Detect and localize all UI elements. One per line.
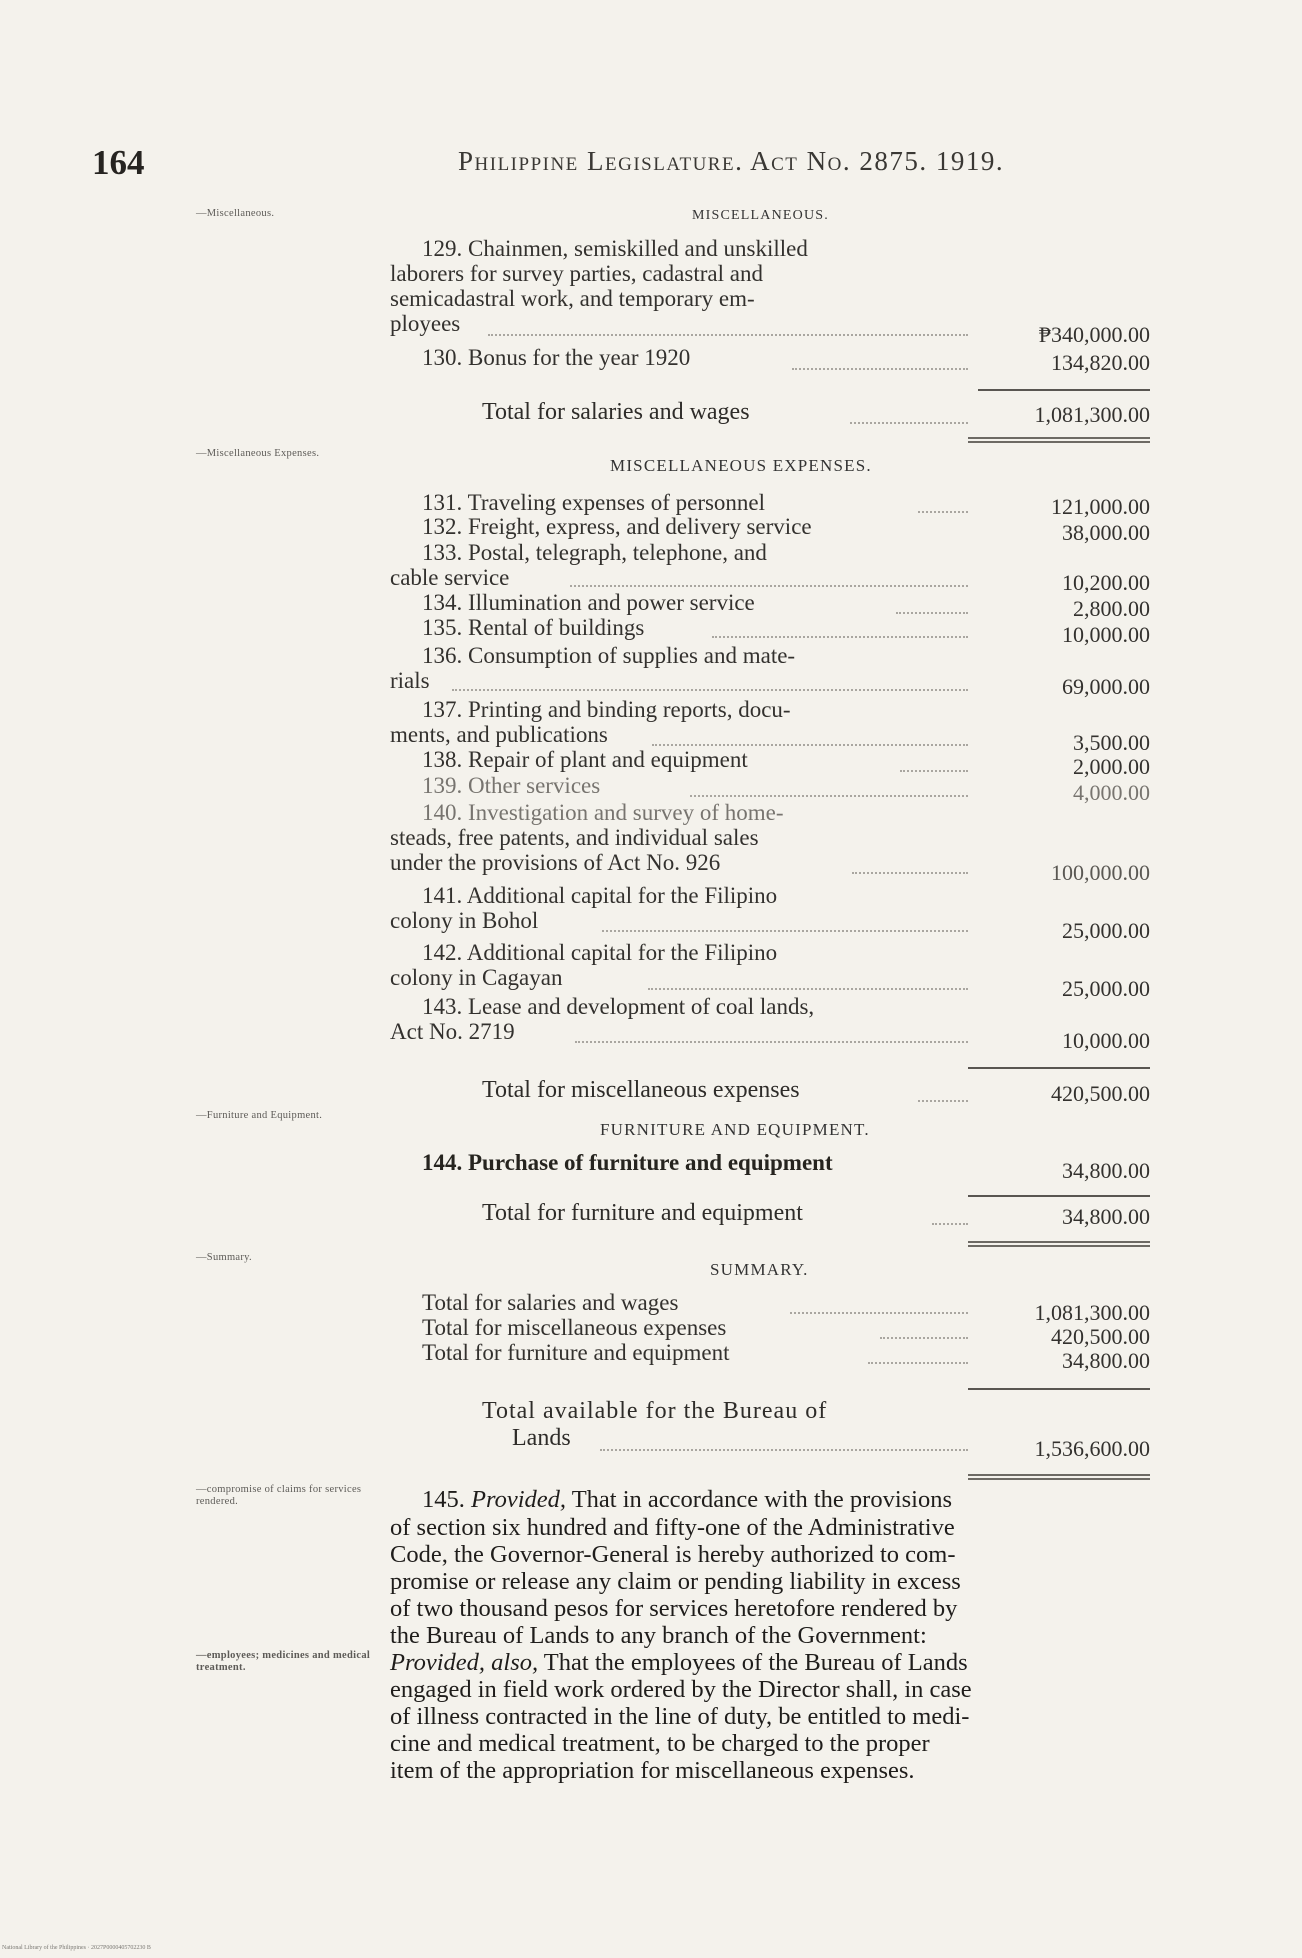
summary-misc-amount: 420,500.00 (1051, 1324, 1150, 1349)
item-143-line1: 143. Lease and development of coal lands, (422, 994, 815, 1019)
scan-footer-note: National Library of the Philippines · 2027P0000405702230 B (2, 1945, 151, 1951)
amount-138: 2,000.00 (1073, 754, 1150, 779)
provision-also-keyword: Provided, also, (390, 1649, 539, 1676)
provision-line-3: Code, the Governor-General is hereby authorized to com- (390, 1541, 956, 1568)
provision-text: That in accordance with the provisions (566, 1486, 953, 1513)
grand-total-line1: Total available for the Bureau of (482, 1398, 828, 1424)
summary-furniture-amount: 34,800.00 (1062, 1348, 1150, 1373)
margin-note-employees: —employees; medicines and medical treatment. (196, 1650, 371, 1673)
amount-134: 2,800.00 (1073, 596, 1150, 621)
total-salaries-amount: 1,081,300.00 (1034, 402, 1150, 427)
item-129-line4: ployees (390, 311, 461, 336)
item-135: 135. Rental of buildings (422, 615, 645, 640)
dot-leader (896, 612, 968, 614)
total-furniture-label: Total for furniture and equipment (482, 1200, 803, 1226)
item-136-line2: rials (390, 668, 430, 693)
dot-leader (852, 872, 968, 874)
dot-leader (690, 795, 968, 797)
provision-line-6: the Bureau of Lands to any branch of the Government: (390, 1622, 927, 1649)
item-129-line1: 129. Chainmen, semiskilled and unskilled (422, 236, 808, 261)
item-134: 134. Illumination and power service (422, 590, 755, 615)
amount-136: 69,000.00 (1062, 674, 1150, 699)
total-rule (968, 1195, 1150, 1197)
dot-leader (880, 1337, 968, 1339)
item-142-line2: colony in Cagayan (390, 965, 563, 990)
item-141-line2: colony in Bohol (390, 908, 539, 933)
dot-leader (850, 422, 968, 424)
provision-line-5: of two thousand pesos for services heretofore rendered by (390, 1595, 958, 1622)
running-head: Philippine Legislature. Act No. 2875. 1919. (458, 146, 1005, 176)
margin-note-compromise: —compromise of claims for services rendered. (196, 1484, 362, 1507)
item-130: 130. Bonus for the year 1920 (422, 345, 691, 370)
amount-142: 25,000.00 (1062, 976, 1150, 1001)
item-133-line2: cable service (390, 565, 510, 590)
double-rule (968, 1241, 1150, 1247)
item-140-line3: under the provisions of Act No. 926 (390, 850, 721, 875)
item-131: 131. Traveling expenses of personnel (422, 490, 766, 515)
amount-143: 10,000.00 (1062, 1028, 1150, 1053)
amount-140: 100,000.00 (1051, 860, 1150, 885)
margin-note-summary: —Summary. (196, 1252, 252, 1263)
dot-leader (488, 334, 968, 336)
dot-leader (452, 689, 968, 691)
amount-139: 4,000.00 (1073, 780, 1150, 805)
section-heading-miscellaneous: MISCELLANEOUS. (692, 208, 829, 223)
amount-129: ₱340,000.00 (1038, 322, 1150, 347)
amount-135: 10,000.00 (1062, 622, 1150, 647)
dot-leader (790, 1312, 968, 1314)
dot-leader (932, 1223, 968, 1225)
dot-leader (575, 1041, 968, 1043)
dot-leader (652, 744, 968, 746)
item-137-line2: ments, and publications (390, 722, 608, 747)
summary-salaries-amount: 1,081,300.00 (1034, 1300, 1150, 1325)
provision-line-9: of illness contracted in the line of duty, be entitled to medi- (390, 1703, 970, 1730)
amount-132: 38,000.00 (1062, 520, 1150, 545)
item-143-line2: Act No. 2719 (390, 1019, 515, 1044)
item-129-line2: laborers for survey parties, cadastral and (390, 261, 763, 286)
amount-133: 10,200.00 (1062, 570, 1150, 595)
dot-leader (918, 1100, 968, 1102)
item-141-line1: 141. Additional capital for the Filipino (422, 883, 778, 908)
amount-131: 121,000.00 (1051, 494, 1150, 519)
provision-line-10: cine and medical treatment, to be charged to the proper (390, 1730, 930, 1757)
double-rule (968, 1474, 1150, 1480)
amount-141: 25,000.00 (1062, 918, 1150, 943)
dot-leader (602, 930, 968, 932)
total-furniture-amount: 34,800.00 (1062, 1204, 1150, 1229)
item-133-line1: 133. Postal, telegraph, telephone, and (422, 540, 767, 565)
total-misc-expenses-label: Total for miscellaneous expenses (482, 1077, 800, 1103)
provision-line-1 (422, 1486, 952, 1513)
section-heading-misc-expenses: MISCELLANEOUS EXPENSES. (610, 456, 872, 475)
total-rule (968, 1388, 1150, 1390)
summary-furniture-label: Total for furniture and equipment (422, 1340, 730, 1365)
total-rule (968, 1067, 1150, 1069)
page-number: 164 (92, 143, 145, 182)
provision-line-4: promise or release any claim or pending liability in excess (390, 1568, 961, 1595)
provision-line-8: engaged in field work ordered by the Director shall, in case (390, 1676, 972, 1703)
item-132: 132. Freight, express, and delivery service (422, 514, 812, 539)
section-heading-summary: SUMMARY. (710, 1260, 809, 1279)
total-salaries-label: Total for salaries and wages (482, 399, 750, 425)
summary-salaries-label: Total for salaries and wages (422, 1290, 679, 1315)
section-heading-furniture: FURNITURE AND EQUIPMENT. (600, 1120, 870, 1139)
amount-137: 3,500.00 (1073, 730, 1150, 755)
item-136-line1: 136. Consumption of supplies and mate- (422, 643, 796, 668)
item-129-line3: semicadastral work, and temporary em- (390, 286, 755, 311)
grand-total-line2: Lands (512, 1425, 571, 1451)
dot-leader (648, 988, 968, 990)
dot-leader (868, 1362, 968, 1364)
dot-leader (900, 770, 968, 772)
amount-144: 34,800.00 (1062, 1158, 1150, 1183)
dot-leader (918, 511, 968, 513)
provision-keyword: Provided, (471, 1486, 567, 1513)
total-misc-expenses-amount: 420,500.00 (1051, 1081, 1150, 1106)
provision-line-7 (390, 1649, 968, 1676)
dot-leader (712, 636, 968, 638)
provision-line-2: of section six hundred and fifty-one of the Administrative (390, 1514, 955, 1541)
item-140-line1: 140. Investigation and survey of home- (422, 800, 784, 825)
item-140-line2: steads, free patents, and individual sales (390, 825, 759, 850)
total-rule (978, 389, 1150, 391)
amount-130: 134,820.00 (1051, 350, 1150, 375)
margin-note-miscellaneous: —Miscellaneous. (196, 208, 275, 219)
item-138: 138. Repair of plant and equipment (422, 747, 748, 772)
dot-leader (600, 1449, 968, 1451)
provision-line-11: item of the appropriation for miscellaneous expenses. (390, 1757, 915, 1784)
item-142-line1: 142. Additional capital for the Filipino (422, 940, 778, 965)
margin-note-misc-expenses: —Miscellaneous Expenses. (196, 448, 320, 459)
provision-text: That the employees of the Bureau of Lands (538, 1649, 968, 1676)
dot-leader (570, 585, 968, 587)
item-139: 139. Other services (422, 773, 601, 798)
double-rule (968, 437, 1150, 443)
item-144: 144. Purchase of furniture and equipment (422, 1150, 833, 1175)
margin-note-furniture: —Furniture and Equipment. (196, 1110, 323, 1121)
grand-total-amount: 1,536,600.00 (1034, 1436, 1150, 1461)
item-137-line1: 137. Printing and binding reports, docu- (422, 697, 791, 722)
summary-misc-label: Total for miscellaneous expenses (422, 1315, 727, 1340)
dot-leader (792, 368, 968, 370)
provision-number: 145. (422, 1486, 471, 1513)
